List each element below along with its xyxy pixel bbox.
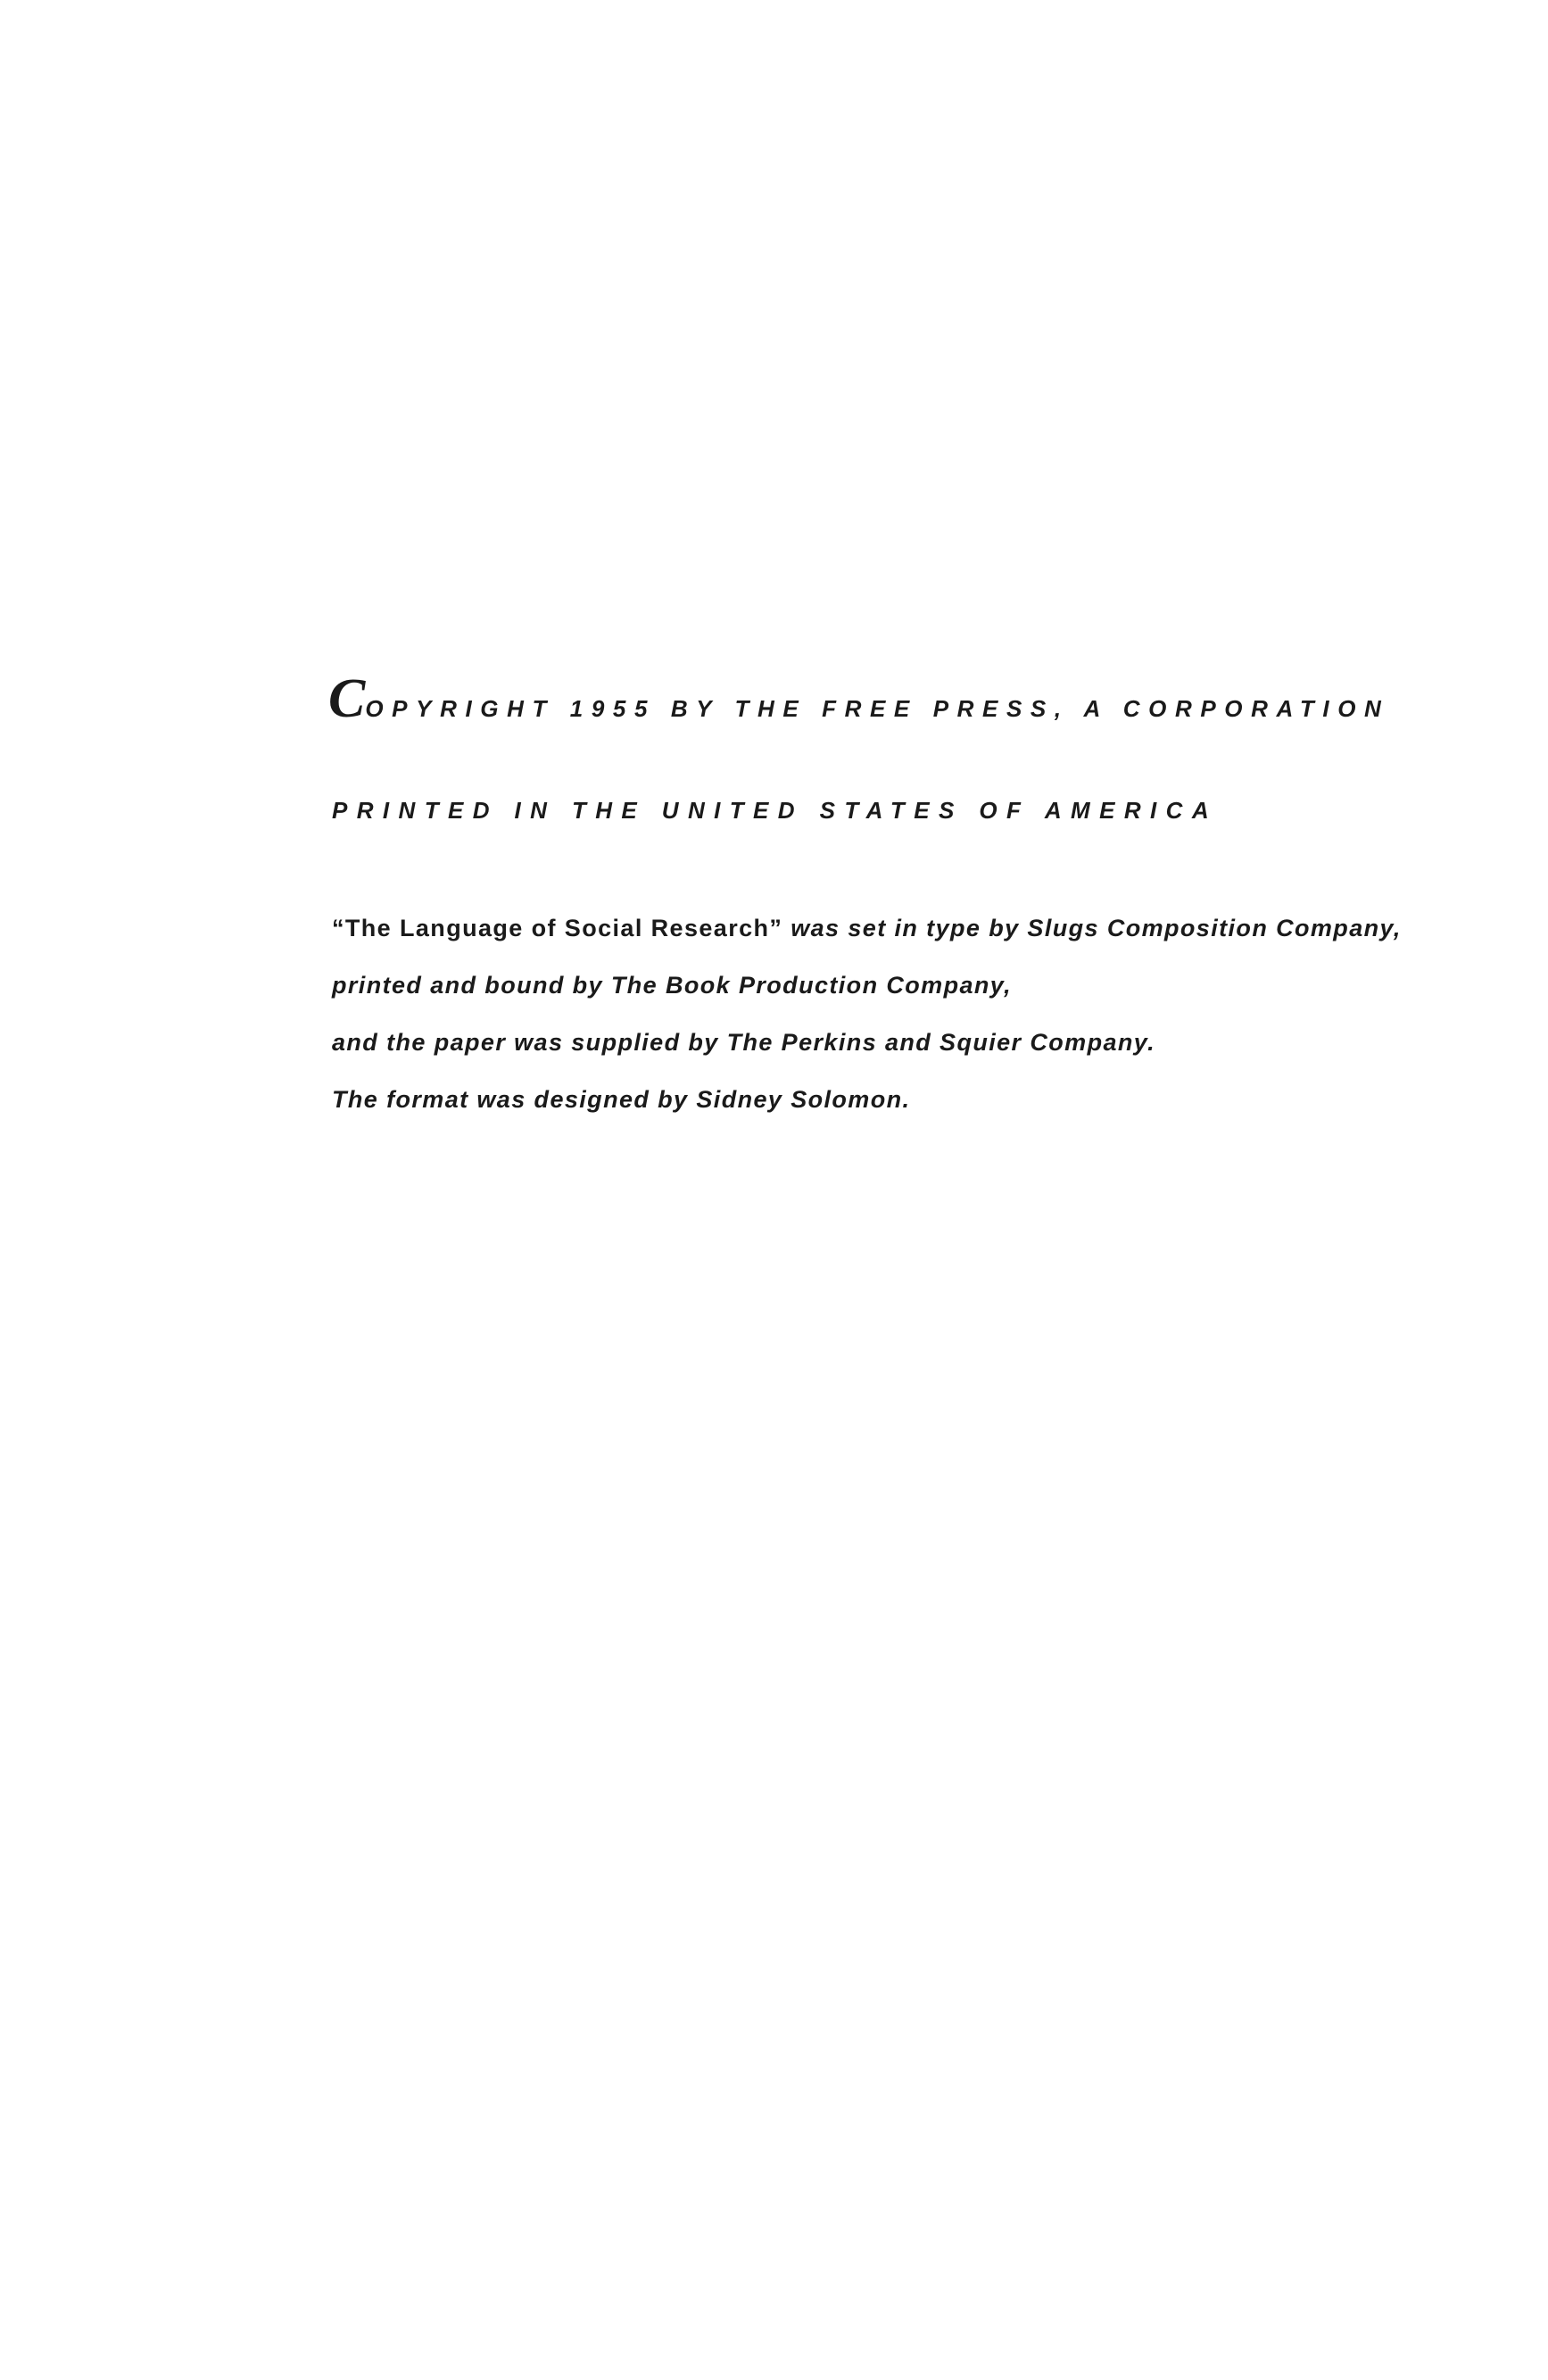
book-title: “The Language of Social Research” [332, 915, 783, 941]
copyright-initial: C [328, 668, 366, 729]
colophon-line-4: The format was designed by Sidney Solomon. [332, 1086, 911, 1113]
colophon-line-1 [332, 916, 1402, 974]
printed-in-notice: PRINTED IN THE UNITED STATES OF AMERICA [332, 797, 1219, 824]
colophon [332, 916, 1402, 1145]
colophon-line-3: and the paper was supplied by The Perkins and Squier Company. [332, 1029, 1156, 1056]
colophon-line-2: printed and bound by The Book Production Company, [332, 972, 1013, 999]
copyright-text: OPYRIGHT 1955 BY THE FREE PRESS, A CORPORATION [365, 695, 1390, 722]
copyright-notice [328, 668, 1390, 729]
colophon-line-1-rest: was set in type by Slugs Composition Company, [782, 915, 1402, 941]
